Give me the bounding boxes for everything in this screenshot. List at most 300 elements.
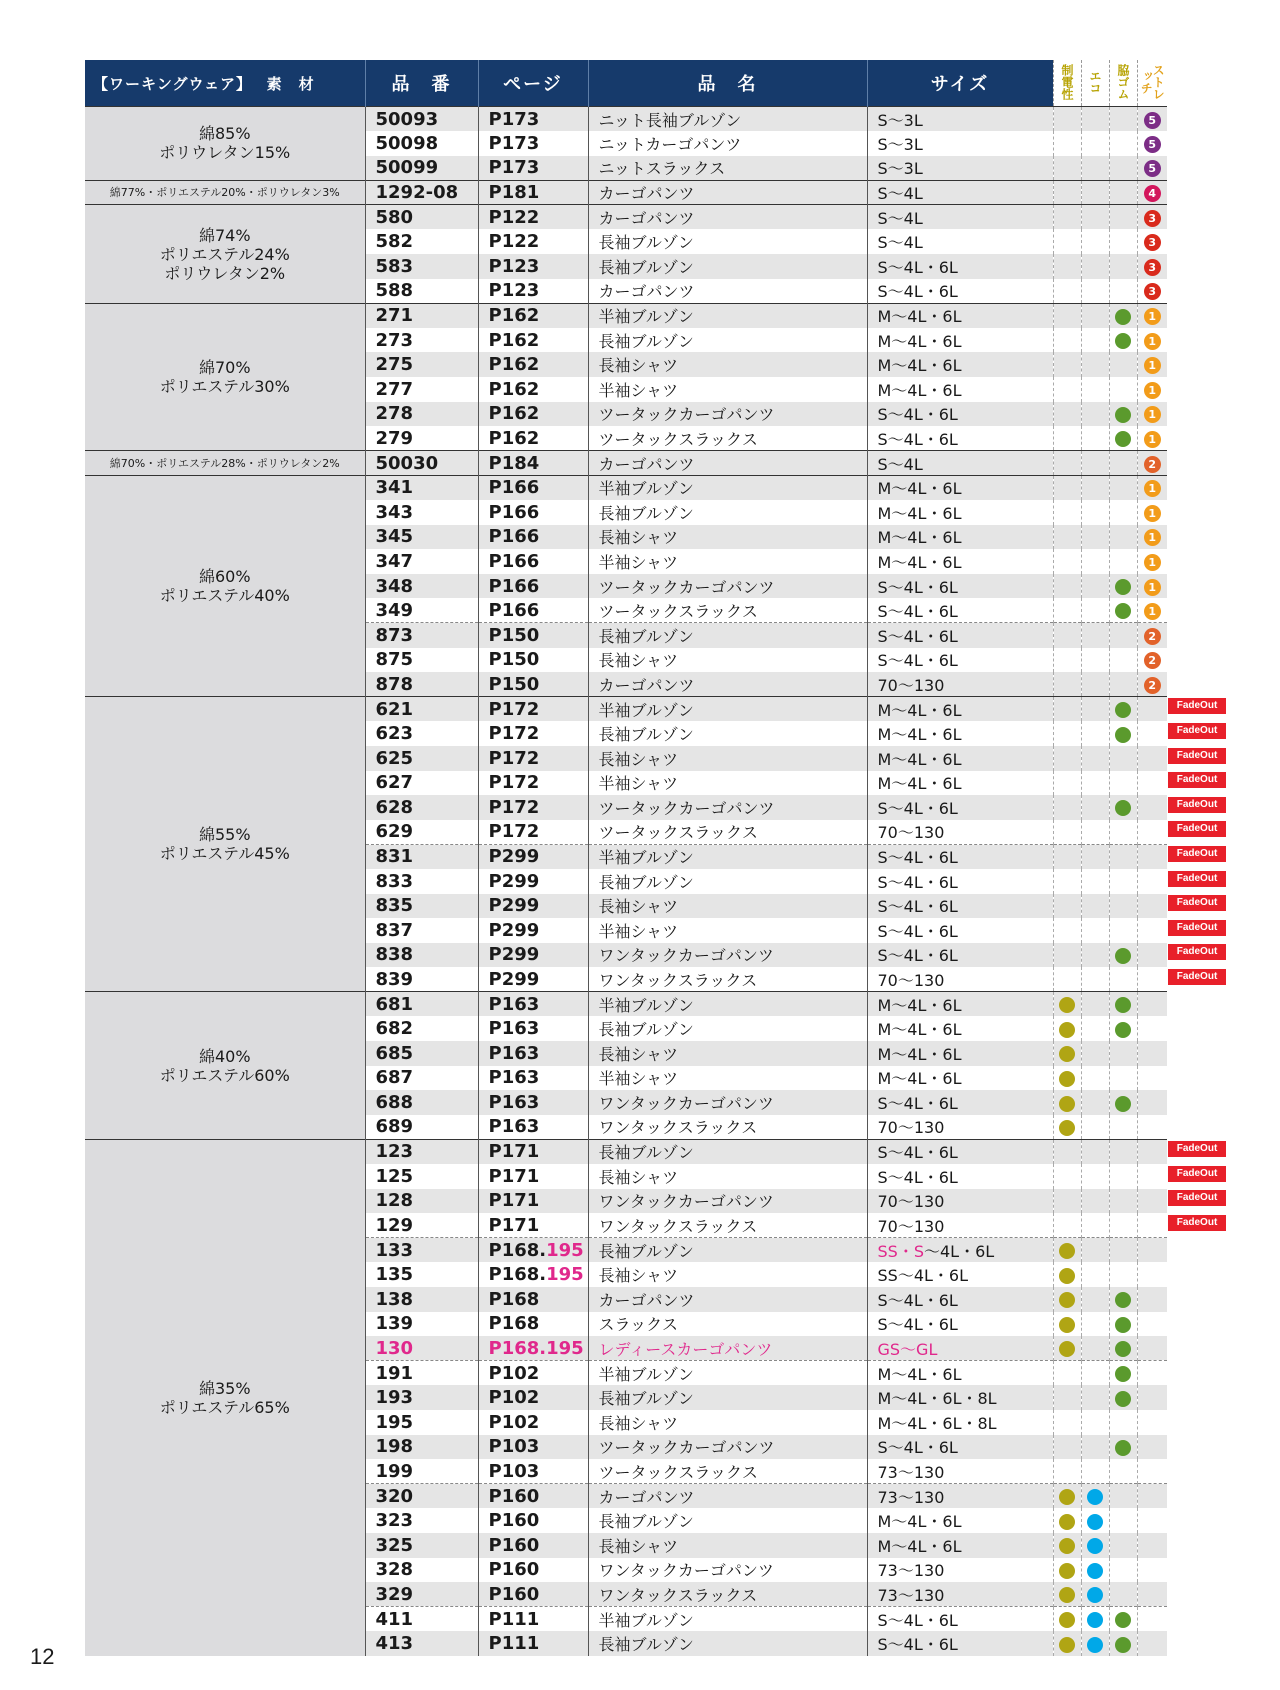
mark-cell [1109, 943, 1137, 968]
catalog-page-text: P166 [488, 599, 540, 621]
catalog-page-text: P162 [488, 329, 540, 351]
product-name: 半袖ブルゾン [588, 475, 867, 500]
catalog-page [478, 352, 588, 377]
mark-cell [1081, 254, 1109, 279]
catalog-page-text: P168 [488, 1313, 540, 1335]
stretch-level-badge: 1 [1144, 431, 1161, 448]
product-name: 長袖シャツ [588, 1041, 867, 1066]
mark-cell [1053, 131, 1081, 156]
catalog-page-text: P299 [488, 919, 540, 941]
product-name: 半袖ブルゾン [588, 697, 867, 722]
size-text: SS〜4L・6L [877, 1266, 969, 1286]
product-name: スラックス [588, 1312, 867, 1337]
mark-cell [1109, 697, 1137, 722]
antistatic-dot-icon [1059, 1096, 1075, 1112]
mark-cell [1053, 672, 1081, 697]
size-text: M〜4L・6L [877, 552, 962, 572]
mark-cell [1053, 1066, 1081, 1091]
stretch-cell [1137, 1213, 1167, 1238]
product-code: 831 [365, 844, 478, 869]
catalog-page [478, 1484, 588, 1509]
size-text: S〜4L [877, 233, 923, 253]
catalog-page [478, 426, 588, 451]
mark-cell [1081, 869, 1109, 894]
product-name: ワンタックカーゴパンツ [588, 1189, 867, 1214]
size-text: S〜4L・6L [877, 1167, 958, 1187]
catalog-page [478, 107, 588, 132]
size-range [867, 1189, 1053, 1214]
mark-cell [1109, 894, 1137, 919]
catalog-page [478, 918, 588, 943]
size-text: 73〜130 [877, 1561, 945, 1581]
mark-cell [1053, 1582, 1081, 1607]
size-text: S〜4L・6L [877, 577, 958, 597]
material-cell: 綿60% ポリエステル40% [85, 475, 365, 696]
mark-cell [1081, 352, 1109, 377]
material-cell: 綿85% ポリウレタン15% [85, 107, 365, 181]
size-range [867, 574, 1053, 599]
stretch-cell [1137, 451, 1167, 476]
catalog-page-text: P162 [488, 305, 540, 327]
size-range [867, 205, 1053, 230]
stretch-cell [1137, 254, 1167, 279]
size-range [867, 1312, 1053, 1337]
product-name: 長袖ブルゾン [588, 1508, 867, 1533]
catalog-page-text: P172 [488, 747, 540, 769]
product-code: 125 [365, 1164, 478, 1189]
product-code: 582 [365, 229, 478, 254]
product-name: ワンタックスラックス [588, 1115, 867, 1140]
size-text: S〜4L・6L [877, 601, 958, 621]
size-range [867, 721, 1053, 746]
product-code: 689 [365, 1115, 478, 1140]
mark-cell [1109, 1533, 1137, 1558]
eco-dot-icon [1087, 1563, 1103, 1579]
product-name: ニットスラックス [588, 156, 867, 181]
stretch-level-badge: 3 [1144, 259, 1161, 276]
size-range [867, 992, 1053, 1017]
mark-cell [1109, 131, 1137, 156]
product-code: 329 [365, 1582, 478, 1607]
product-name: ツータックカーゴパンツ [588, 402, 867, 427]
mark-cell [1053, 795, 1081, 820]
catalog-page [478, 156, 588, 181]
product-name: 長袖シャツ [588, 894, 867, 919]
mark-cell [1053, 1336, 1081, 1361]
size-text: 70〜130 [877, 1192, 945, 1212]
size-text: S〜4L・6L [877, 1610, 958, 1630]
side-elastic-dot-icon [1115, 1637, 1131, 1653]
product-name: 半袖ブルゾン [588, 992, 867, 1017]
catalog-page [478, 451, 588, 476]
catalog-page [478, 180, 588, 205]
catalog-page-text: P162 [488, 403, 540, 425]
mark-cell [1109, 623, 1137, 648]
side-elastic-dot-icon [1115, 800, 1131, 816]
mark-cell [1109, 180, 1137, 205]
size-text: S〜4L・6L [877, 257, 958, 277]
fadeout-badge: FadeOut [1168, 1215, 1226, 1231]
product-code: 685 [365, 1041, 478, 1066]
size-range [867, 451, 1053, 476]
mark-cell [1109, 721, 1137, 746]
catalog-page-text: P172 [488, 821, 540, 843]
catalog-page [478, 623, 588, 648]
product-code: 130 [365, 1336, 478, 1361]
size-text: S〜3L [877, 159, 923, 179]
stretch-cell [1137, 1139, 1167, 1164]
product-code: 349 [365, 598, 478, 623]
catalog-page-text: P102 [488, 1411, 540, 1433]
product-name: 半袖シャツ [588, 1066, 867, 1091]
stretch-level-badge: 1 [1144, 406, 1161, 423]
size-text: M〜4L・6L [877, 380, 962, 400]
page-number: 12 [30, 1644, 55, 1669]
stretch-cell [1137, 426, 1167, 451]
product-code: 275 [365, 352, 478, 377]
product-code: 139 [365, 1312, 478, 1337]
product-name: ツータックカーゴパンツ [588, 1435, 867, 1460]
eco-dot-icon [1087, 1514, 1103, 1530]
header-size: サイズ [867, 60, 1053, 107]
mark-cell [1053, 229, 1081, 254]
size-range [867, 820, 1053, 845]
mark-cell [1081, 820, 1109, 845]
fadeout-badge: FadeOut [1168, 748, 1226, 764]
mark-cell [1081, 574, 1109, 599]
catalog-page [478, 697, 588, 722]
mark-cell [1081, 1213, 1109, 1238]
product-name: ツータックスラックス [588, 1459, 867, 1484]
catalog-page-text: P150 [488, 625, 540, 647]
side-elastic-dot-icon [1115, 727, 1131, 743]
catalog-page-highlight: 195 [546, 1239, 584, 1261]
stretch-cell [1137, 1238, 1167, 1263]
stretch-cell [1137, 1041, 1167, 1066]
mark-cell [1053, 1287, 1081, 1312]
catalog-page [478, 1016, 588, 1041]
antistatic-dot-icon [1059, 1071, 1075, 1087]
header-eco: エコ [1081, 60, 1109, 107]
side-elastic-dot-icon [1115, 603, 1131, 619]
size-text: S〜4L・6L [877, 897, 958, 917]
product-code: 320 [365, 1484, 478, 1509]
mark-cell [1081, 1508, 1109, 1533]
antistatic-dot-icon [1059, 997, 1075, 1013]
catalog-page-text: P123 [488, 255, 540, 277]
catalog-page [478, 1558, 588, 1583]
mark-cell [1053, 1484, 1081, 1509]
fadeout-badge: FadeOut [1168, 723, 1226, 739]
material-cell: 綿74% ポリエステル24% ポリウレタン2% [85, 205, 365, 303]
product-code: 50098 [365, 131, 478, 156]
stretch-cell [1137, 525, 1167, 550]
catalog-page [478, 1115, 588, 1140]
catalog-page-text: P172 [488, 698, 540, 720]
mark-cell [1081, 1459, 1109, 1484]
product-code: 348 [365, 574, 478, 599]
mark-cell [1053, 721, 1081, 746]
mark-cell [1053, 1213, 1081, 1238]
mark-cell [1109, 1607, 1137, 1632]
product-name: 長袖シャツ [588, 1262, 867, 1287]
catalog-page-text: P102 [488, 1387, 540, 1409]
catalog-page [478, 943, 588, 968]
fadeout-badge: FadeOut [1168, 895, 1226, 911]
product-code: 341 [365, 475, 478, 500]
size-range [867, 1139, 1053, 1164]
mark-cell [1053, 1558, 1081, 1583]
product-name: 半袖シャツ [588, 377, 867, 402]
catalog-page-text: P299 [488, 870, 540, 892]
catalog-page [478, 254, 588, 279]
material-cell: 綿70% ポリエステル30% [85, 303, 365, 451]
stretch-cell [1137, 771, 1167, 796]
product-code: 50093 [365, 107, 478, 132]
product-code: 629 [365, 820, 478, 845]
product-code: 580 [365, 205, 478, 230]
size-text: M〜4L・6L [877, 1512, 962, 1532]
product-code: 875 [365, 648, 478, 673]
mark-cell [1081, 229, 1109, 254]
stretch-cell [1137, 1508, 1167, 1533]
catalog-page-text: P122 [488, 231, 540, 253]
stretch-cell [1137, 1016, 1167, 1041]
product-name: 長袖シャツ [588, 1164, 867, 1189]
size-text: M〜4L・6L・8L [877, 1389, 997, 1409]
stretch-cell [1137, 648, 1167, 673]
mark-cell [1109, 1385, 1137, 1410]
mark-cell [1109, 549, 1137, 574]
stretch-cell [1137, 303, 1167, 328]
header-page: ページ [478, 60, 588, 107]
mark-cell [1081, 1139, 1109, 1164]
catalog-page [478, 820, 588, 845]
table-row [85, 180, 1167, 205]
stretch-cell [1137, 697, 1167, 722]
size-range [867, 500, 1053, 525]
mark-cell [1109, 279, 1137, 304]
mark-cell [1053, 500, 1081, 525]
fadeout-badge: FadeOut [1168, 698, 1226, 714]
table-row [85, 451, 1167, 476]
size-text: M〜4L・6L [877, 331, 962, 351]
size-text: M〜4L・6L [877, 503, 962, 523]
mark-cell [1109, 1016, 1137, 1041]
mark-cell [1053, 1238, 1081, 1263]
product-name: ワンタックカーゴパンツ [588, 943, 867, 968]
antistatic-dot-icon [1059, 1292, 1075, 1308]
size-text: M〜4L・6L [877, 356, 962, 376]
mark-cell [1081, 672, 1109, 697]
product-code: 411 [365, 1607, 478, 1632]
mark-cell [1081, 1090, 1109, 1115]
size-text: S〜4L・6L [877, 1290, 958, 1310]
mark-cell [1053, 377, 1081, 402]
mark-cell [1081, 1238, 1109, 1263]
mark-cell [1109, 1508, 1137, 1533]
product-code: 1292-08 [365, 180, 478, 205]
stretch-cell [1137, 623, 1167, 648]
catalog-page [478, 402, 588, 427]
size-text: S〜3L [877, 110, 923, 130]
product-code: 135 [365, 1262, 478, 1287]
stretch-cell [1137, 894, 1167, 919]
size-range [867, 1066, 1053, 1091]
size-text: M〜4L・6L [877, 528, 962, 548]
catalog-page [478, 992, 588, 1017]
catalog-page [478, 1164, 588, 1189]
stretch-cell [1137, 1435, 1167, 1460]
stretch-cell [1137, 1533, 1167, 1558]
mark-cell [1081, 771, 1109, 796]
mark-cell [1081, 1533, 1109, 1558]
mark-cell [1053, 623, 1081, 648]
size-range [867, 377, 1053, 402]
catalog-page [478, 721, 588, 746]
product-code: 199 [365, 1459, 478, 1484]
mark-cell [1081, 525, 1109, 550]
product-name: 長袖ブルゾン [588, 229, 867, 254]
stretch-cell [1137, 1361, 1167, 1386]
product-code: 343 [365, 500, 478, 525]
antistatic-dot-icon [1059, 1538, 1075, 1554]
stretch-cell [1137, 574, 1167, 599]
product-code: 837 [365, 918, 478, 943]
catalog-page [478, 771, 588, 796]
catalog-page [478, 1508, 588, 1533]
antistatic-dot-icon [1059, 1243, 1075, 1259]
mark-cell [1053, 1312, 1081, 1337]
stretch-cell [1137, 1484, 1167, 1509]
product-code: 195 [365, 1410, 478, 1435]
catalog-page-text: P162 [488, 378, 540, 400]
stretch-level-badge: 5 [1144, 136, 1161, 153]
mark-cell [1109, 1041, 1137, 1066]
mark-cell [1081, 1631, 1109, 1656]
product-code: 128 [365, 1189, 478, 1214]
stretch-cell [1137, 1336, 1167, 1361]
stretch-level-badge: 1 [1144, 308, 1161, 325]
stretch-cell [1137, 1066, 1167, 1091]
catalog-page [478, 377, 588, 402]
stretch-level-badge: 4 [1144, 185, 1161, 202]
mark-cell [1109, 992, 1137, 1017]
catalog-page [478, 746, 588, 771]
mark-cell [1109, 107, 1137, 132]
size-text: S〜4L・6L [877, 627, 958, 647]
size-text: M〜4L・6L [877, 1069, 962, 1089]
size-range [867, 623, 1053, 648]
mark-cell [1109, 918, 1137, 943]
mark-cell [1109, 377, 1137, 402]
side-elastic-dot-icon [1115, 1022, 1131, 1038]
product-name: 長袖シャツ [588, 1410, 867, 1435]
product-code: 273 [365, 328, 478, 353]
size-text: M〜4L・6L・8L [877, 1413, 997, 1433]
mark-cell [1081, 844, 1109, 869]
catalog-page-text: P168. [488, 1264, 547, 1286]
catalog-page [478, 1139, 588, 1164]
size-range [867, 746, 1053, 771]
mark-cell [1081, 1385, 1109, 1410]
mark-cell [1109, 229, 1137, 254]
size-range [867, 697, 1053, 722]
size-text: M〜4L・6L [877, 1020, 962, 1040]
mark-cell [1053, 844, 1081, 869]
product-code: 345 [365, 525, 478, 550]
product-code: 873 [365, 623, 478, 648]
size-range [867, 1385, 1053, 1410]
mark-cell [1053, 180, 1081, 205]
product-code: 687 [365, 1066, 478, 1091]
mark-cell [1081, 402, 1109, 427]
product-name: 半袖ブルゾン [588, 1361, 867, 1386]
size-text: 〜4L・6L [923, 1241, 995, 1261]
size-text: S〜4L [877, 454, 923, 474]
stretch-cell [1137, 1410, 1167, 1435]
table-row [85, 475, 1167, 500]
catalog-page [478, 279, 588, 304]
mark-cell [1053, 967, 1081, 992]
size-range [867, 156, 1053, 181]
mark-cell [1081, 303, 1109, 328]
eco-dot-icon [1087, 1489, 1103, 1505]
mark-cell [1081, 746, 1109, 771]
size-text: 70〜130 [877, 823, 945, 843]
mark-cell [1109, 598, 1137, 623]
side-elastic-dot-icon [1115, 948, 1131, 964]
size-range [867, 1484, 1053, 1509]
stretch-cell [1137, 820, 1167, 845]
mark-cell [1053, 1262, 1081, 1287]
catalog-page-text: P173 [488, 132, 540, 154]
product-name: ツータックスラックス [588, 426, 867, 451]
stretch-cell [1137, 918, 1167, 943]
stretch-cell [1137, 500, 1167, 525]
catalog-page-text: P184 [488, 452, 540, 474]
product-name: 長袖ブルゾン [588, 254, 867, 279]
size-range [867, 672, 1053, 697]
size-text: S〜4L・6L [877, 282, 958, 302]
catalog-page [478, 869, 588, 894]
material-cell: 綿40% ポリエステル60% [85, 992, 365, 1140]
mark-cell [1053, 1631, 1081, 1656]
size-range [867, 1115, 1053, 1140]
product-name: 長袖ブルゾン [588, 328, 867, 353]
stretch-cell [1137, 721, 1167, 746]
catalog-page [478, 525, 588, 550]
mark-cell [1109, 1139, 1137, 1164]
mark-cell [1081, 279, 1109, 304]
catalog-page [478, 500, 588, 525]
catalog-page [478, 1336, 588, 1361]
catalog-page-text: P171 [488, 1141, 540, 1163]
size-range [867, 328, 1053, 353]
mark-cell [1053, 894, 1081, 919]
catalog-page-text: P160 [488, 1485, 540, 1507]
header-side-elastic: 脇ゴム [1109, 60, 1137, 107]
side-elastic-dot-icon [1115, 1317, 1131, 1333]
product-name: 長袖ブルゾン [588, 1238, 867, 1263]
product-code: 323 [365, 1508, 478, 1533]
size-range [867, 1041, 1053, 1066]
catalog-page [478, 598, 588, 623]
product-code: 413 [365, 1631, 478, 1656]
mark-cell [1053, 156, 1081, 181]
mark-cell [1053, 1115, 1081, 1140]
catalog-page [478, 1312, 588, 1337]
